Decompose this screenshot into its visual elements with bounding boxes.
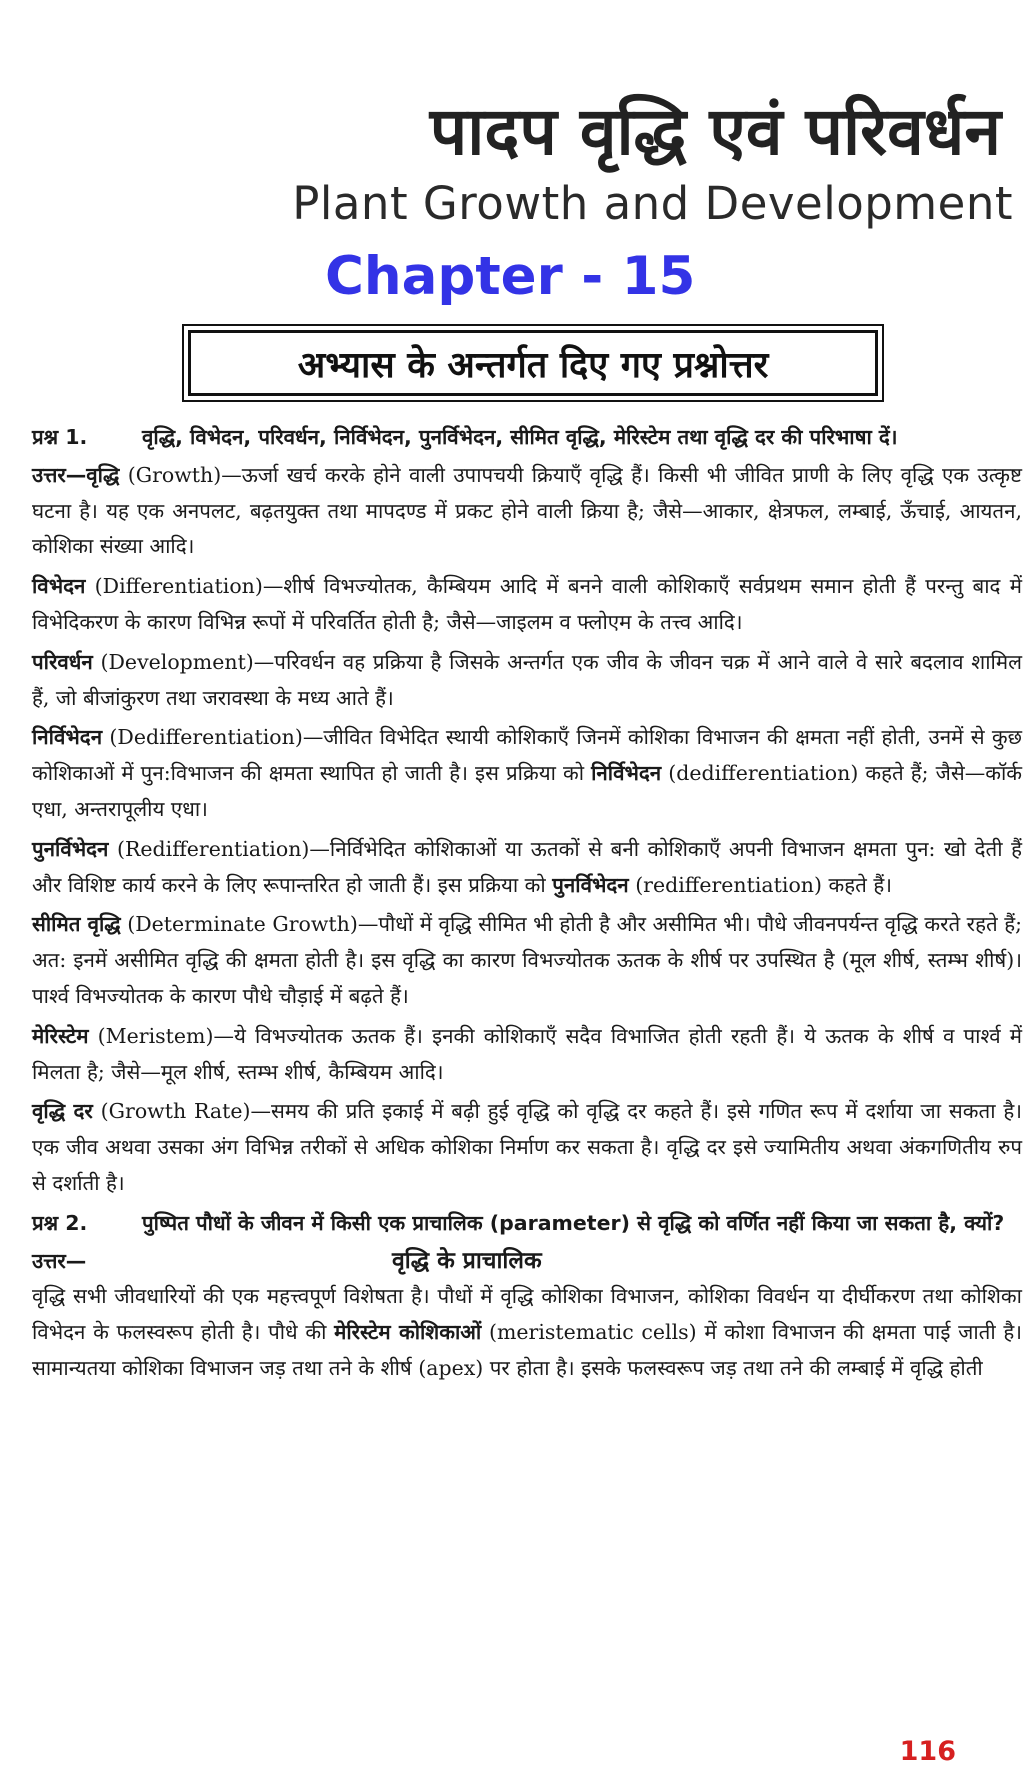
answer-2-bold-term: मेरिस्टेम कोशिकाओं	[334, 1320, 482, 1345]
definition-dedifferentiation: (Dedifferentiation)—जीवित विभेदित स्थायी कोशिकाएँ जिनमें कोशिका विभाजन की क्षमता नहीं होती, उनमें से कुछ कोशिकाओं में पुन:विभाजन की क्षमता स्थापित हो जाती है। इस प्रक्रिया को	[32, 725, 1022, 786]
answer-determinate-growth	[32, 907, 1022, 1014]
question-1-text: वृद्धि, विभेदन, परिवर्धन, निर्विभेदन, पुनर्विभेदन, सीमित वृद्धि, मेरिस्टेम तथा वृद्धि दर की परिभाषा दें।	[142, 425, 898, 449]
answer-2-heading	[32, 1244, 1022, 1280]
answer-differentiation	[32, 569, 1022, 641]
question-1-label: प्रश्न 1.	[32, 425, 88, 449]
term-dedifferentiation-inline: निर्विभेदन	[591, 761, 662, 786]
term-growth: उत्तर—वृद्धि	[32, 462, 120, 487]
question-2-label: प्रश्न 2.	[32, 1210, 88, 1235]
answer-redifferentiation	[32, 832, 1022, 904]
definition-redifferentiation: (Redifferentiation)—निर्विभेदित कोशिकाओं या ऊतकों से बनी कोशिकाएँ अपनी विभाजन क्षमता पुन: खो देती हैं और विशिष्ट कार्य करने के लिए रूपान्तरित हो जाती हैं। इस प्रक्रिया को	[32, 836, 1022, 897]
term-growth-rate: वृद्धि दर	[32, 1099, 93, 1124]
definition-growth-rate: (Growth Rate)—समय की प्रति इकाई में बढ़ी हुई वृद्धि को वृद्धि दर कहते हैं। इसे गणित रूप में दर्शाया जा सकता है। एक जीव अथवा उसका अंग विभिन्न तरीकों से अधिक कोशिका निर्माण कर सकता है। वृद्धि दर इसे ज्यामितीय अथवा अंकगणितीय रुप से दर्शाती है।	[32, 1099, 1022, 1195]
term-redifferentiation: पुनर्विभेदन	[32, 836, 109, 861]
definition-redifferentiation-end: (redifferentiation) कहते हैं।	[628, 872, 892, 897]
chapter-title-hindi: पादप वृद्धि एवं परिवर्धन	[429, 93, 1001, 170]
definition-growth: (Growth)—ऊर्जा खर्च करके होने वाली उपापचयी क्रियाएँ वृद्धि हैं। किसी भी जीवित प्राणी के लिए वृद्धि एक उत्कृष्ट घटना है। यह एक अनपलट, बढ़तयुक्त तथा मापदण्ड में प्रकट होने वाली क्रिया है; जैसे—आकार, क्षेत्रफल, लम्बाई, ऊँचाई, आयतन, कोशिका संख्या आदि।	[32, 462, 1022, 559]
answer-2-text-part1: वृद्धि सभी जीवधारियों की एक महत्त्वपूर्ण विशेषता है। पौधों में वृद्धि कोशिका विभाजन, कोशिका विवर्धन या दीर्घीकरण तथा कोशिका विभेदन के फलस्वरूप होती है। पौधे की	[32, 1284, 1022, 1345]
answer-2-text-part2: (meristematic cells) में कोशा विभाजन की क्षमता पाई जाती है। सामान्यतया कोशिका विभाजन जड़ तथा तने के शीर्ष (apex) पर होता है। इसके फलस्वरूप जड़ तथा तने की लम्बाई में वृद्धि होती	[32, 1320, 1022, 1380]
page-content	[32, 420, 1022, 1391]
definition-development: (Development)—परिवर्धन वह प्रक्रिया है जिसके अन्तर्गत एक जीव के जीवन चक्र में आने वाले वे सारे बदलाव शामिल हैं, जो बीजांकुरण तथा जरावस्था के मध्य आते हैं।	[32, 649, 1022, 710]
answer-2-label: उत्तर—	[32, 1248, 87, 1273]
chapter-title-english: Plant Growth and Development	[292, 177, 1013, 230]
question-2-text: पुष्पित पौधों के जीवन में किसी एक प्राचालिक (parameter) से वृद्धि को वर्णित नहीं किया जा सकता है, क्यों?	[142, 1210, 1005, 1235]
term-dedifferentiation: निर्विभेदन	[32, 725, 103, 750]
definition-dedifferentiation-end: (dedifferentiation) कहते हैं; जैसे—कॉर्क एधा, अन्तरापूलीय एधा।	[32, 761, 1022, 821]
definition-meristem: (Meristem)—ये विभज्योतक ऊतक हैं। इनकी कोशिकाएँ सदैव विभाजित होती रहती हैं। ये ऊतक के शीर्ष व पार्श्व में मिलता है; जैसे—मूल शीर्ष, स्तम्भ शीर्ष, कैम्बियम आदि।	[32, 1023, 1022, 1084]
term-meristem: मेरिस्टेम	[32, 1023, 89, 1048]
question-2	[32, 1206, 1022, 1242]
section-banner: अभ्यास के अन्तर्गत दिए गए प्रश्नोत्तर	[188, 330, 878, 396]
term-determinate-growth: सीमित वृद्धि	[32, 912, 121, 937]
definition-determinate-growth: (Determinate Growth)—पौधों में वृद्धि सीमित भी होती है और असीमित भी। पौधे जीवनपर्यन्त वृद्धि करते रहते हैं; अत: इनमें असीमित वृद्धि की क्षमता होती है। इस वृद्धि का कारण विभज्योतक ऊतक के शीर्ष पर उपस्थित है (मूल शीर्ष, स्तम्भ शीर्ष)। पार्श्व विभज्योतक के कारण पौधे चौड़ाई में बढ़ते हैं।	[32, 912, 1022, 1008]
answer-growth	[32, 458, 1022, 565]
answer-meristem	[32, 1019, 1022, 1091]
question-1	[32, 420, 1022, 456]
answer-dedifferentiation	[32, 720, 1022, 827]
answer-growth-rate	[32, 1094, 1022, 1201]
chapter-number: Chapter - 15	[325, 246, 696, 307]
term-redifferentiation-inline: पुनर्विभेदन	[552, 872, 629, 897]
answer-2-subheading: वृद्धि के प्राचालिक	[392, 1247, 542, 1274]
page-number: 116	[899, 1736, 956, 1767]
term-development: परिवर्धन	[32, 649, 93, 674]
answer-2-text	[32, 1279, 1022, 1386]
term-differentiation: विभेदन	[32, 574, 86, 599]
answer-development	[32, 645, 1022, 717]
definition-differentiation: (Differentiation)—शीर्ष विभज्योतक, कैम्बियम आदि में बनने वाली कोशिकाएँ सर्वप्रथम समान होती हैं परन्तु बाद में विभेदिकरण के कारण विभिन्न रूपों में परिवर्तित होती है; जैसे—जाइलम व फ्लोएम के तत्त्व आदि।	[32, 574, 1022, 634]
